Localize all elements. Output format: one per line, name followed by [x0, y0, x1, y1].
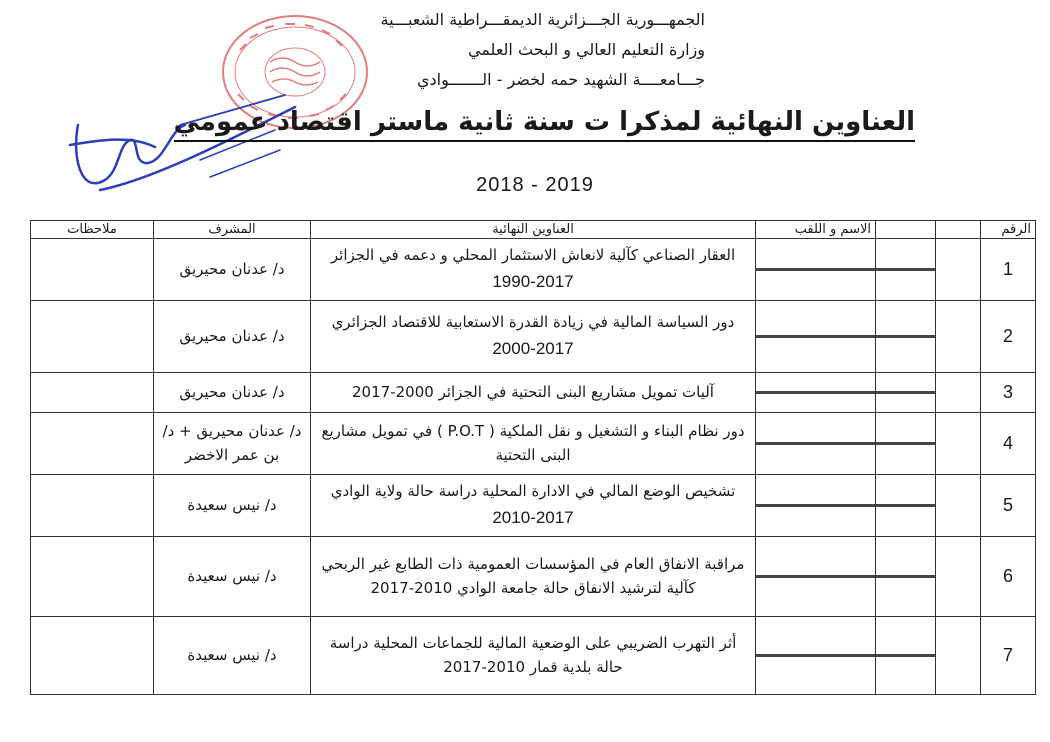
blank-cell [936, 536, 981, 616]
notes-cell [31, 372, 154, 412]
student-lines [876, 300, 936, 372]
row-number: 6 [981, 536, 1036, 616]
table-row [31, 372, 1036, 412]
supervisor: د/ عدنان محيريق [154, 372, 311, 412]
notes-cell [31, 412, 154, 474]
header-blank [936, 221, 981, 239]
header-number: الرقم [981, 221, 1036, 239]
blank-cell [936, 372, 981, 412]
academic-year: 2018 - 2019 [476, 174, 594, 196]
header-notes: ملاحظات [31, 221, 154, 239]
header-name: الاسم و اللقب [756, 221, 876, 239]
student-lines [756, 536, 876, 616]
student-lines [876, 616, 936, 694]
student-lines [876, 239, 936, 301]
thesis-title [311, 239, 756, 301]
blank-cell [936, 300, 981, 372]
thesis-title-text: تشخيص الوضع المالي في الادارة المحلية دراسة حالة ولاية الوادي [330, 481, 736, 500]
page-title: العناوين النهائية لمذكرا ت سنة ثانية ماستر اقتصاد عمومي [174, 106, 915, 142]
blank-cell [936, 474, 981, 536]
supervisor: د/ عدنان محيريق [154, 239, 311, 301]
theses-table [30, 220, 1036, 695]
row-number: 7 [981, 616, 1036, 694]
student-lines [756, 372, 876, 412]
university-name: جـــامعــــة الشهيد حمه لخضر - الـــــــوادي [417, 70, 705, 89]
thesis-title-text: آليات تمويل مشاريع البنى التحتية في الجزائر 2000-2017 [352, 382, 714, 401]
blank-cell [936, 412, 981, 474]
header-supervisor: المشرف [154, 221, 311, 239]
table-row [31, 300, 1036, 372]
student-lines [876, 536, 936, 616]
row-number: 3 [981, 372, 1036, 412]
student-lines [756, 239, 876, 301]
student-lines [756, 474, 876, 536]
notes-cell [31, 536, 154, 616]
thesis-title [311, 300, 756, 372]
student-lines [756, 300, 876, 372]
ministry-name: وزارة التعليم العالي و البحث العلمي [467, 40, 705, 59]
student-lines [756, 616, 876, 694]
table-header-row [31, 221, 1036, 239]
thesis-title [311, 474, 756, 536]
student-lines [876, 474, 936, 536]
thesis-title [311, 372, 756, 412]
thesis-title [311, 536, 756, 616]
student-lines [876, 372, 936, 412]
thesis-title [311, 616, 756, 694]
table-row [31, 536, 1036, 616]
table-row [31, 616, 1036, 694]
republic-name: الجمهـــورية الجـــزائرية الديمقـــراطية الشعبـــية [380, 10, 705, 29]
blank-cell [936, 239, 981, 301]
thesis-title-years: 2000-2017 [492, 338, 574, 358]
thesis-title [311, 412, 756, 474]
notes-cell [31, 300, 154, 372]
row-number: 4 [981, 412, 1036, 474]
thesis-title-text: أثر التهرب الضريبي على الوضعية المالية للجماعات المحلية دراسة حالة بلدية قمار 2010-2017 [329, 633, 737, 677]
thesis-title-years: 1990-2017 [492, 271, 574, 291]
thesis-title-text: مراقبة الانفاق العام في المؤسسات العمومية ذات الطابع غير الربحي كآلية لترشيد الانفاق حالة جامعة الوادي 2010-2017 [321, 554, 745, 598]
blank-cell [936, 616, 981, 694]
row-number: 2 [981, 300, 1036, 372]
table-row [31, 474, 1036, 536]
table-row [31, 412, 1036, 474]
header-title: العناوين النهائية [311, 221, 756, 239]
thesis-title-years: 2010-2017 [492, 507, 574, 527]
thesis-title-text: العقار الصناعي كآلية لانعاش الاستثمار المحلي و دعمه في الجزائر [330, 246, 736, 264]
row-number: 5 [981, 474, 1036, 536]
supervisor: د/ نيس سعيدة [154, 536, 311, 616]
student-lines [876, 412, 936, 474]
supervisor: د/ نيس سعيدة [154, 474, 311, 536]
student-lines [756, 412, 876, 474]
notes-cell [31, 616, 154, 694]
notes-cell [31, 239, 154, 301]
supervisor: د/ عدنان محيريق + د/ بن عمر الاخضر [154, 412, 311, 474]
thesis-title-text: دور نظام البناء و التشغيل و نقل الملكية ( P.O.T ) في تمويل مشاريع البنى التحتية [321, 421, 745, 465]
supervisor: د/ عدنان محيريق [154, 300, 311, 372]
table-row [31, 239, 1036, 301]
row-number: 1 [981, 239, 1036, 301]
supervisor: د/ نيس سعيدة [154, 616, 311, 694]
signature-icon [60, 85, 300, 210]
header-blank [876, 221, 936, 239]
thesis-title-text: دور السياسة المالية في زيادة القدرة الاستعابية للاقتصاد الجزائري [331, 312, 735, 331]
notes-cell [31, 474, 154, 536]
